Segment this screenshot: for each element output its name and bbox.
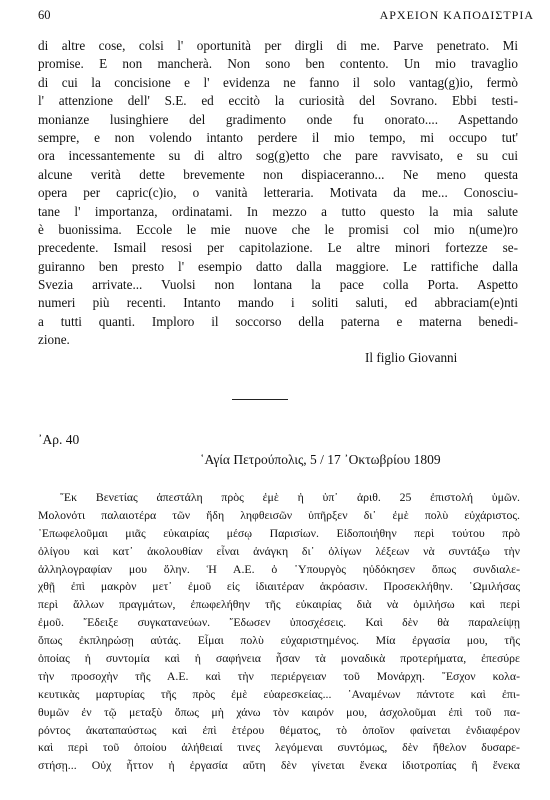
greek-line: ρόντος ἀκαταπαύστως καὶ ἐπὶ ἑτέρου θέματος, τὸ ὁποῖον φαίνεται ἐνδιαφέρον: [38, 722, 520, 737]
greek-line: ὀλίγου καὶ κατ᾿ ἀκολουθίαν εἶναι ἀνάγκη δι᾿ ὀλίγων λέξεων νὰ συντάξω τὴν: [38, 543, 520, 558]
greek-line: ῞Εκ Βενετίας ἀπεστάλη πρὸς ἐμὲ ἡ ὑπ᾿ ἀριθ. 25 ἐπιστολή ὑμῶν.: [60, 490, 520, 504]
greek-line: ᾿Επωφελοῦμαι μιᾶς εὐκαιρίας μέσῳ Παρισίων. Εἰδοποιήθην περὶ τούτου πρὸ: [38, 525, 520, 540]
italian-line: guiranno ben presto l' esempio datto dalla maggiore. Le rattifiche dalla: [38, 258, 518, 274]
italian-line: di cui la concisione e l' evidenza ne fanno il solo vantag(g)io, fermò: [38, 74, 518, 90]
italian-line: Svezia arrivate... Vuolsi non lontana la pace colla Porta. Aspetto: [38, 277, 518, 293]
running-title: ΑΡΧΕΙΟΝ ΚΑΠΟΔΙΣΤΡΙΑ: [379, 8, 534, 22]
page-header: [38, 7, 534, 23]
italian-line: a tutti quanti. Imploro il soccorso della paterna e materna benedi-: [38, 313, 518, 329]
dateline: ῾Αγία Πετρούπολις, 5 / 17 ᾿Οκτωβρίου 1809: [200, 452, 441, 467]
italian-letter-text: [38, 37, 518, 350]
italian-line: ora incessantemente su di altro sog(g)etto che pare ravvisato, e su cui: [38, 148, 518, 164]
section-divider: [232, 399, 288, 400]
greek-line: θυμῶν ἐν τῷ μεταξὺ ὅπως μὴ χάνω τὸν καιρόν μου, ἀσχολοῦμαι ἐπὶ τοῦ πα-: [38, 704, 520, 719]
italian-line: zione.: [38, 332, 70, 348]
greek-line: περὶ ἄλλων πραγμάτων, ἐπωφελήθην τῆς εὐκαιρίας διὰ νὰ ὁμιλήσω καὶ περὶ: [38, 597, 520, 612]
greek-line: στήσῃ... Οὐχ ἧττον ἡ ἐργασία αὕτη δὲν γίνεται ἕνεκα ἰδιοτροπίας ἢ ἕνεκα: [38, 758, 520, 773]
greek-line: χθῇ ἐπὶ μακρὸν μετ᾿ ἐμοῦ εἰς ἰδιαιτέραν ἀκρόασιν. Προσεκλήθην. ᾿Ωμιλήσας: [38, 579, 520, 594]
italian-line: promise. E non mancherà. Non sono ben contento. Un mio travaglio: [38, 56, 518, 72]
greek-line: Μολονότι παλαιοτέρα τῶν ἤδη ληφθεισῶν ὑπῆρξεν δι᾿ ἐμὲ πολὺ εὐχάριστος.: [38, 507, 520, 522]
italian-line: tane l' importanza, ordinatami. In mezzo a tutto questo la mia salute: [38, 203, 518, 219]
greek-line: κευτικὰς μαρτυρίας τῆς πρὸς ἐμὲ εὐαρεσκείας... ᾿Αναμένων πάντοτε καὶ ἐπι-: [38, 686, 520, 701]
italian-line: è buonissima. Eccole le mie nuove che le promisi col mio n(ume)ro: [38, 221, 518, 237]
signature: Il figlio Giovanni: [365, 350, 458, 365]
greek-line: ὅπως ἐκπληρώσῃ αὐτάς. Εἶμαι πολὺ εὐχαριστημένος. Μία ἐργασία μου, τῆς: [38, 633, 520, 648]
greek-line: τὴν προσοχὴν τῆς Α.Ε. καὶ τὴν περιέργειαν τοῦ Μονάρχη. ῎Εσχον κολα-: [38, 668, 520, 683]
italian-line: di altre cose, colsi l' oportunità per dirgli di me. Parve penetrato. Mi: [38, 38, 518, 53]
greek-line: ἐμοῦ. ῎Εδειξε συγκατανεύων. ῎Εδωσεν ὑποσχέσεις. Καὶ δὲν θὰ παραλείψῃ: [38, 615, 520, 630]
italian-line: numeri più recenti. Intanto mando i soliti saluti, ed abbraciam(e)nti: [38, 295, 518, 311]
italian-line: l' attenzione dell' S.E. ed eccitò la curiosità del Sovrano. Ebbi testi-: [38, 93, 518, 109]
letter-number: ᾿Αρ. 40: [38, 432, 80, 447]
italian-line: alcune verità dette brevemente non dispiaceranno... Ne meno questa: [38, 166, 518, 182]
italian-line: opera per capric(c)io, o vanità letteraria. Motivata da me... Conosciu-: [38, 185, 518, 201]
italian-line: sempre, e non volendo intanto perdere il mio tempo, mi occupo tut': [38, 129, 518, 145]
greek-line: καὶ περὶ τοῦ ὁποίου ἀλήθειαί τινες λεγόμεναι συντόμως, δὲν ἤθελον δυσαρε-: [38, 740, 520, 755]
greek-translation-text: [38, 489, 520, 775]
italian-line: precedente. Ismail resosi per capitolazione. Le altre minori fortezze se-: [38, 240, 518, 256]
page-number: 60: [38, 8, 51, 22]
italian-line: monianze lusinghiere del gradimento onde fu onorato.... Aspettando: [38, 111, 518, 127]
greek-line: ὁποίας ἡ συντομία καὶ ἡ σαφήνεια ἦσαν τὰ μοναδικὰ προτερήματα, ἐπεσύρε: [38, 651, 520, 666]
greek-line: ἀλληλογραφίαν μου ὅλην. Ἡ Α.Ε. ὁ ῾Υπουργὸς ηὐδόκησεν ὅπως συνδιαλε-: [38, 561, 520, 576]
